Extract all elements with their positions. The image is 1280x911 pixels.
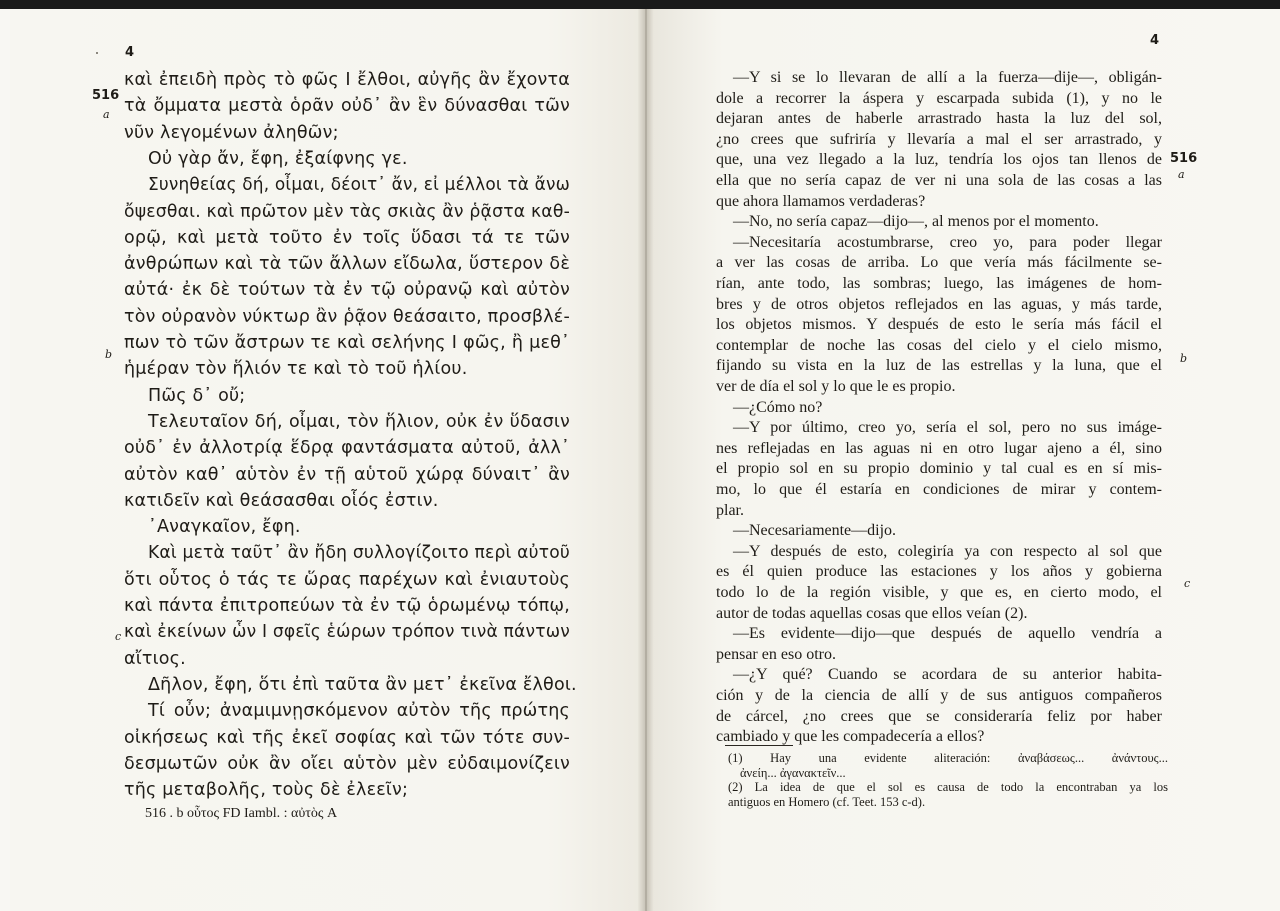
text-line: el propio sol en su propio dominio y tal cual es en sí mis- xyxy=(716,460,1162,478)
text-line: a ver las cosas de arriba. Lo que vería más fácilmente se- xyxy=(716,254,1162,272)
text-line: καὶ ἐπειδὴ πρὸς τὸ φῶς Ι ἔλθοι, αὐγῆς ἂν ἔχοντα xyxy=(124,70,570,90)
footnote-rule xyxy=(725,745,793,746)
text-line: Οὐ γὰρ ἄν, ἔφη, ἐξαίφνης γε. xyxy=(148,148,408,169)
text-line: ella que no sería capaz de ver ni una sola de las cosas a las xyxy=(716,172,1162,189)
book-gutter xyxy=(638,9,654,911)
text-line: καὶ ἐκείνων ὧν Ι σφεῖς ἑώρων τρόπον τινὰ πάντων xyxy=(124,622,570,643)
text-line: ὄψεσθαι. καὶ πρῶτον μὲν τὰς σκιὰς ἂν ῥᾷστα καθ- xyxy=(124,201,570,222)
text-line: ver de día el sol y lo que le es propio. xyxy=(716,378,956,395)
left-margin-c: c xyxy=(115,630,122,643)
right-page-number: 4 xyxy=(1150,33,1160,48)
text-line: dejaran antes de haberle arrastrado hasta la luz del sol, xyxy=(716,110,1162,128)
text-line: de cárcel, ¿no crees que se consideraría feliz por haber xyxy=(716,707,1162,725)
text-line: —¿Cómo no? xyxy=(733,398,823,416)
text-line: ᾽Αναγκαῖον, ἔφη. xyxy=(148,517,301,538)
left-margin-ref-516: 516 xyxy=(92,88,120,103)
top-dark-edge xyxy=(0,0,1280,9)
text-line: νῦν λεγομένων ἀληθῶν; xyxy=(124,122,339,143)
text-line: todo lo de la región visible, y que es, en cierto modo, el xyxy=(716,584,1162,601)
text-line: τὰ ὄμματα μεστὰ ὁρᾶν οὐδ᾽ ἂν ἓν δύνασθαι τῶν xyxy=(124,96,570,117)
text-line: οἰκήσεως καὶ τῆς ἐκεῖ σοφίας καὶ τῶν τότε συν- xyxy=(124,727,570,748)
text-line: —Y si se lo llevaran de allí a la fuerza—dije—, obligán- xyxy=(733,69,1162,86)
text-line: ción y de la ciencia de allí y de sus antiguos compañeros xyxy=(716,687,1162,704)
text-line: los objetos mismos. Y después de esto le sería más fácil el xyxy=(716,316,1162,334)
left-page xyxy=(10,9,642,911)
left-page-number: 4 xyxy=(125,45,135,60)
text-line: es él quien produce las estaciones y los años y gobierna xyxy=(716,563,1162,581)
text-line: fijando su vista en la luz de las estrellas y la luna, que el xyxy=(716,357,1162,375)
text-line: αἴτιος. xyxy=(124,648,186,669)
text-line: Δῆλον, ἔφη, ὅτι ἐπὶ ταῦτα ἂν μετ᾽ ἐκεῖνα ἔλθοι. xyxy=(148,674,577,695)
text-line: τῆς μεταβολῆς, τοὺς δὲ ἐλεεῖν; xyxy=(124,780,409,801)
text-line: ορῷ, καὶ μετὰ τοῦτο ἐν τοῖς ὕδασι τά τε τῶν xyxy=(124,227,570,248)
text-line: ἡμέραν τὸν ἥλιόν τε καὶ τὸ τοῦ ἡλίου. xyxy=(124,359,468,380)
footnote-line: (2) La idea de que el sol es causa de todo la encontraban ya los xyxy=(728,780,1168,794)
text-line: —¿Y qué? Cuando se acordara de su anterior habita- xyxy=(733,666,1162,684)
text-line: mo, lo que él estaría en condiciones de mirar y contem- xyxy=(716,481,1162,498)
text-line: nes reflejadas en las aguas ni en otro lugar ajeno a él, sino xyxy=(716,439,1162,457)
text-line: —Y después de esto, colegiría ya con respecto al sol que xyxy=(733,542,1162,560)
left-apparatus-note: 516 . b οὗτος FD Iambl. : αὐτὸς A xyxy=(145,806,338,821)
text-line: contemplar de noche las cosas del cielo y el cielo mismo, xyxy=(716,336,1162,354)
text-line: —Necesariamente—dijo. xyxy=(733,522,897,540)
text-line: —Es evidente—dijo—que después de aquello vendría a xyxy=(733,625,1162,643)
text-line: καὶ πάντα ἐπιτροπεύων τὰ ἐν τῷ ὁρωμένῳ τόπῳ, xyxy=(124,596,570,616)
right-margin-c: c xyxy=(1184,577,1191,590)
text-line: rían, ante todo, las sombras; luego, las imágenes de hom- xyxy=(716,275,1162,292)
footnote-line: antiguos en Homero (cf. Teet. 153 c-d). xyxy=(728,795,926,809)
right-margin-a: a xyxy=(1178,168,1185,181)
left-margin-a: a xyxy=(103,108,110,121)
text-line: κατιδεῖν καὶ θεάσασθαι οἷός ἐστιν. xyxy=(124,490,439,511)
text-line: ὅτι οὗτος ὁ τάς τε ὥρας παρέχων καὶ ἐνιαυτοὺς xyxy=(124,569,570,590)
text-line: Πῶς δ᾽ οὔ; xyxy=(148,385,246,406)
text-line: Καὶ μετὰ ταῦτ᾽ ἂν ἤδη συλλογίζοιτο περὶ αὐτοῦ xyxy=(148,543,570,564)
text-line: autor de todas aquellas cosas que ellos veían (2). xyxy=(716,604,1028,622)
footnote-line: (1) Hay una evidente aliteración: ἀναβάσεως... ἀνάντους... xyxy=(728,751,1168,765)
text-line: bres y de otros objetos reflejados en las aguas, y más tarde, xyxy=(716,295,1162,313)
text-line: pensar en eso otro. xyxy=(716,645,836,663)
text-line: dole a recorrer la áspera y escarpada subida (1), y no le xyxy=(716,89,1162,107)
text-line: cambiado y que les compadecería a ellos? xyxy=(716,728,985,746)
right-margin-ref-516: 516 xyxy=(1170,151,1198,166)
speck xyxy=(96,52,98,54)
text-line: que ahora llamamos verdaderas? xyxy=(716,192,926,210)
text-line: ἀνθρώπων καὶ τὰ τῶν ἄλλων εἴδωλα, ὕστερον δὲ xyxy=(124,254,570,275)
right-margin-b: b xyxy=(1180,352,1188,365)
text-line: —No, no sería capaz—dijo—, al menos por el momento. xyxy=(733,213,1099,231)
footnote-line: ἀνείη... ἀγανακτεῖν... xyxy=(740,766,846,780)
text-line: plar. xyxy=(716,501,744,519)
text-line: οὐδ᾽ ἐν ἀλλοτρίᾳ ἕδρᾳ φαντάσματα αὐτοῦ, ἀλλ᾽ xyxy=(124,438,570,459)
text-line: —Necesitaría acostumbrarse, creo yo, para poder llegar xyxy=(733,233,1162,251)
text-line: Συνηθείας δή, οἶμαι, δέοιτ᾽ ἄν, εἰ μέλλοι τὰ ἄνω xyxy=(148,175,570,196)
text-line: que, una vez llegado a la luz, tendría los ojos tan llenos de xyxy=(716,151,1162,169)
text-line: δεσμωτῶν οὐκ ἂν οἴει αὑτὸν μὲν εὐδαιμονίζειν xyxy=(124,753,570,774)
text-line: Τελευταῖον δή, οἶμαι, τὸν ἥλιον, οὐκ ἐν ὕδασιν xyxy=(148,411,570,432)
text-line: ¿no crees que sufriría y llevaría a mal el ser arrastrado, y xyxy=(716,130,1162,148)
text-line: τὸν οὐρανὸν νύκτωρ ἂν ῥᾷον θεάσαιτο, προσβλέ- xyxy=(124,306,570,327)
text-line: —Y por último, creo yo, sería el sol, pero no sus imáge- xyxy=(733,419,1162,437)
text-line: αὐτὸν καθ᾽ αὑτὸν ἐν τῇ αὑτοῦ χώρᾳ δύναιτ᾽ ἂν xyxy=(124,464,570,485)
text-line: πων τὸ τῶν ἄστρων τε καὶ σελήνης Ι φῶς, ἢ μεθ᾽ xyxy=(124,333,570,353)
text-line: αὐτά· ἐκ δὲ τούτων τὰ ἐν τῷ οὐρανῷ καὶ αὐτὸν xyxy=(124,280,570,301)
left-margin-b: b xyxy=(105,348,113,361)
text-line: Τί οὖν; ἀναμιμνῃσκόμενον αὐτὸν τῆς πρώτης xyxy=(148,701,570,722)
